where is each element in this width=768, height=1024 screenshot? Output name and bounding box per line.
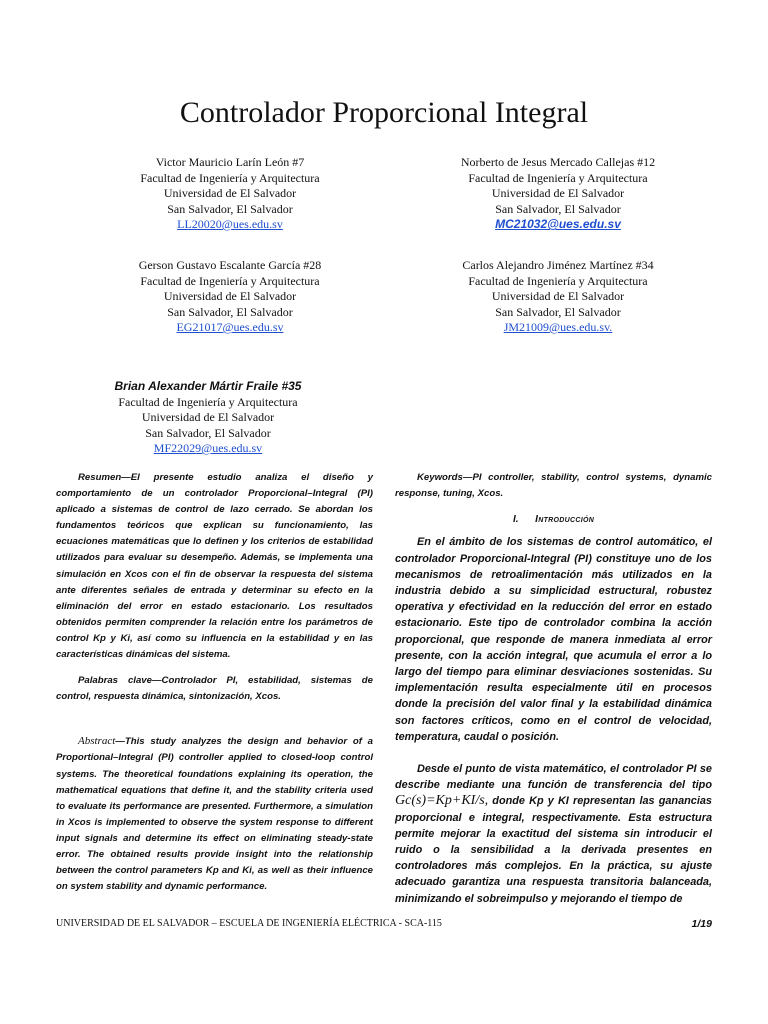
author-name: Brian Alexander Mártir Fraile #35: [114, 379, 302, 393]
resumen-label: Resumen—: [78, 472, 131, 483]
palabras-clave-label: Palabras clave—: [78, 675, 162, 687]
author-name: Norberto de Jesus Mercado Callejas #12: [460, 155, 656, 169]
author-email-link[interactable]: EG21017@ues.edu.sv: [176, 320, 284, 334]
author-city: San Salvador, El Salvador: [495, 304, 621, 319]
author-block-2: [408, 155, 708, 233]
author-city: San Salvador, El Salvador: [167, 201, 293, 216]
paper-title: Controlador Proporcional Integral: [179, 96, 589, 129]
author-name: Victor Mauricio Larín León #7: [155, 155, 305, 169]
page-footer: [56, 918, 712, 929]
author-block-3: [80, 258, 380, 336]
footer-institution: UNIVERSIDAD DE EL SALVADOR – ESCUELA DE INGENIERÍA ELÉCTRICA - SCA-115: [56, 918, 442, 929]
author-faculty: Facultad de Ingeniería y Arquitectura: [140, 273, 320, 288]
left-column: [56, 470, 373, 895]
page-number: [692, 918, 712, 930]
author-block-5: [58, 379, 358, 457]
author-university: Universidad de El Salvador: [491, 186, 625, 200]
intro-p2-after: donde Kp y KI representan las ganancias proporcional e integral, respectivamente. Esta estructura permite mejorar la exactitud del sistema sin introducir el ruido o la sensibilidad a la derivada presentes en controladores más complejos. En la práctica, su ajuste adecuado garantiza una respuesta transitoria balanceada, minimizando el sobreimpulso y mejorando el tiempo de: [395, 795, 712, 905]
author-city: San Salvador, El Salvador: [145, 425, 271, 440]
resumen-text: El presente estudio analiza el diseño y comportamiento de un controlador Proporcional–Integral (PI) aplicado a sistemas de control de lazo cerrado. Se abordan los fundamentos teóricos que explican su funcionamiento, las ecuaciones matemáticas que lo definen y los criterios de estabilidad utilizados para evaluar su desempeño. Además, se implementa una simulación en Xcos con el fin de observar la respuesta del sistema ante diferentes señales de entrada y determinar su efecto en la eliminación del error en estado estacionario. Los resultados obtenidos permiten comprender la relación entre los parámetros de control Kp y Ki, así como su influencia en la estabilidad y en las características dinámicas del sistema.: [56, 472, 373, 661]
page-current: 1: [691, 918, 698, 930]
author-email-link[interactable]: MC21032@ues.edu.sv: [495, 217, 621, 231]
keywords-label: Keywords—: [417, 472, 473, 483]
resumen-paragraph: [56, 470, 373, 663]
author-university: Universidad de El Salvador: [163, 289, 297, 303]
author-faculty: Facultad de Ingeniería y Arquitectura: [468, 170, 648, 185]
author-block-1: [80, 155, 380, 233]
author-university: Universidad de El Salvador: [163, 186, 297, 200]
intro-paragraph-2: [395, 761, 712, 907]
palabras-clave-paragraph: [56, 673, 373, 705]
author-email-link[interactable]: MF22029@ues.edu.sv: [153, 441, 263, 455]
intro-p2-before: Desde el punto de vista matemático, el controlador PI se describe mediante una función de transferencia del tipo: [395, 763, 712, 792]
abstract-label: Abstract: [78, 735, 116, 748]
author-name: Gerson Gustavo Escalante García #28: [138, 258, 322, 272]
author-name: Carlos Alejandro Jiménez Martínez #34: [462, 258, 654, 272]
author-faculty: Facultad de Ingeniería y Arquitectura: [118, 394, 298, 409]
keywords-paragraph: [395, 470, 712, 502]
right-column: [395, 470, 712, 907]
page-total: /19: [697, 918, 712, 930]
abstract-dash: —: [115, 736, 125, 748]
author-block-4: [408, 258, 708, 336]
author-university: Universidad de El Salvador: [141, 410, 275, 424]
author-email-link[interactable]: JM21009@ues.edu.sv.: [503, 320, 613, 334]
keywords-text: PI controller, stability, control systems, dynamic response, tuning, Xcos.: [395, 472, 712, 500]
section-heading: [395, 512, 712, 528]
abstract-text: This study analyzes the design and behavior of a Proportional–Integral (PI) controller applied to closed-loop control systems. The theoretical foundations explaining its operation, the mathematical equations that define it, and the stability criteria used to evaluate its performance are presented. Furthermore, a simulation in Xcos is implemented to observe the system response to different input signals and determine its effect on eliminating steady-state error. The obtained results provide insight into the relationship between the control parameters Kp and Ki, as well as their influence on system stability and dynamic performance.: [56, 736, 373, 893]
section-title: Introducción: [535, 514, 595, 526]
author-city: San Salvador, El Salvador: [495, 201, 621, 216]
author-email-link[interactable]: LL20020@ues.edu.sv: [177, 217, 283, 231]
author-city: San Salvador, El Salvador: [167, 304, 293, 319]
transfer-function-formula: Gc(s)=Kp+KI/s,: [395, 793, 489, 809]
author-faculty: Facultad de Ingeniería y Arquitectura: [140, 170, 320, 185]
abstract-paragraph: [56, 733, 373, 895]
palabras-clave-text: Controlador PI, estabilidad, sistemas de control, respuesta dinámica, sintonización, Xcos.: [56, 675, 373, 703]
intro-paragraph-1: En el ámbito de los sistemas de control automático, el controlador Proporcional-Integral (PI) constituye uno de los mecanismos de retroalimentación más utilizados en la industria debido a su simplicidad estructural, robustez operativa y efectividad en la reducción del error en estado estacionario. Este tipo de controlador combina la acción proporcional, que responde de manera inmediata al error presente, con la acción integral, que acumula el error a lo largo del tiempo para eliminar desviaciones sostenidas. Su implementación resulta especialmente útil en procesos donde la precisión del valor final y la estabilidad dinámica son factores críticos, como en el control de velocidad, temperatura, caudal o posición.: [395, 536, 712, 743]
author-university: Universidad de El Salvador: [491, 289, 625, 303]
section-number: I.: [512, 514, 519, 526]
author-faculty: Facultad de Ingeniería y Arquitectura: [468, 273, 648, 288]
